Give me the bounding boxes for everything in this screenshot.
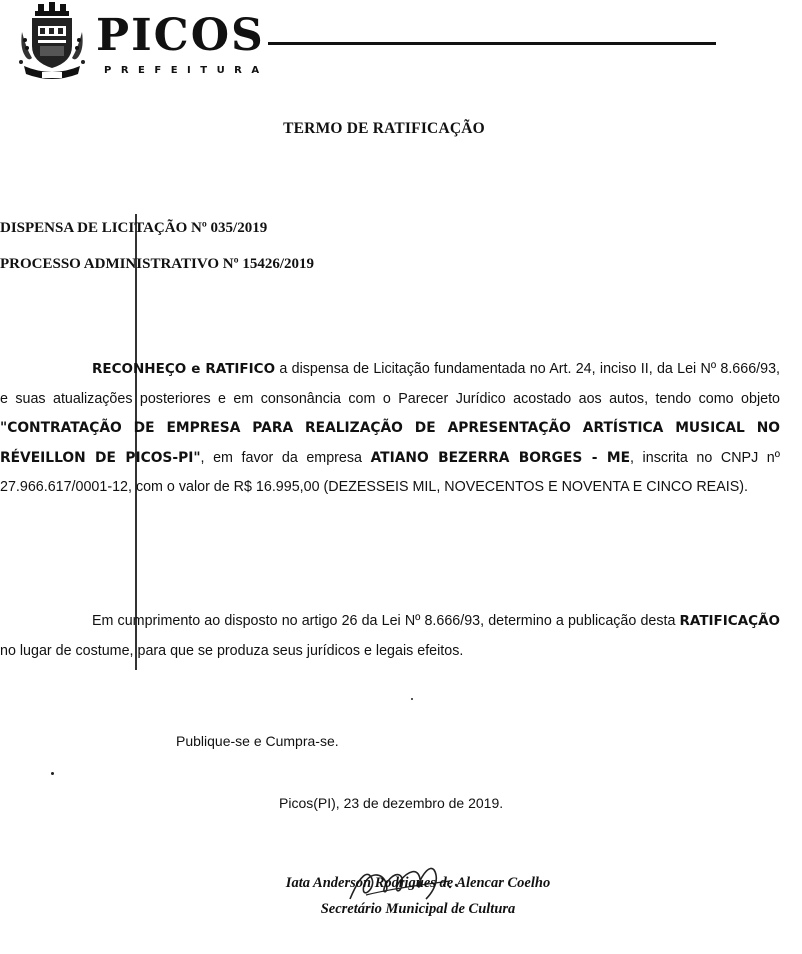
scan-artifact-dot: [411, 698, 413, 700]
closing-statement: Publique-se e Cumpra-se.: [176, 733, 339, 749]
scan-artifact-dot: [51, 772, 54, 775]
dispensa-reference: DISPENSA DE LICITAÇÃO Nº 035/2019: [0, 220, 268, 236]
para1-text-1: a dispensa de Licitação fundamentada no Art. 24, inciso II, da Lei Nº 8.666/93, e suas atualizações posteriores e em consonância com o Parecer Jurídico acostado aos autos, tendo como objeto: [0, 361, 781, 407]
signer-name: Iata Anderson Rodrigues de Alencar Coelho: [285, 875, 551, 891]
ratify-lead: RECONHEÇO e RATIFICO: [92, 361, 276, 377]
company-name: ATIANO BEZERRA BORGES - ME: [370, 449, 631, 466]
municipal-crest-logo: [18, 2, 86, 84]
ratificacao-bold: RATIFICAÇÃO: [679, 613, 780, 629]
header-rule: [268, 42, 716, 45]
signer-role: Secretário Municipal de Cultura: [320, 901, 516, 917]
brand-wordmark: [96, 10, 296, 76]
publication-paragraph: [0, 607, 780, 666]
para2-text-1: Em cumprimento ao disposto no artigo 26 da Lei Nº 8.666/93, determino a publicação desta: [92, 613, 680, 629]
processo-reference: PROCESSO ADMINISTRATIVO Nº 15426/2019: [0, 256, 314, 272]
brand-name: PICOS: [96, 10, 265, 61]
place-and-date: Picos(PI), 23 de dezembro de 2019.: [279, 795, 504, 811]
para1-text-3: , inscrita no CNPJ nº 27.966.617/0001-12, com o valor de R$ 16.995,00 (DEZESSEIS MIL, NOVECENTOS E NOVENTA E CINCO REAIS).: [0, 449, 780, 495]
para2-text-2: no lugar de costume, para que se produza seus jurídicos e legais efeitos.: [0, 642, 464, 659]
para1-text-2: , em favor da empresa: [200, 449, 371, 466]
brand-subtitle: PREFEITURA: [104, 65, 269, 76]
contract-object: "CONTRATAÇÃO DE EMPRESA PARA REALIZAÇÃO DE APRESENTAÇÃO ARTÍSTICA MUSICAL NO RÉVEILLON DE PICOS-PI": [0, 420, 780, 466]
document-title: TERMO DE RATIFICAÇÃO: [283, 120, 485, 137]
ratification-paragraph: [0, 355, 780, 503]
